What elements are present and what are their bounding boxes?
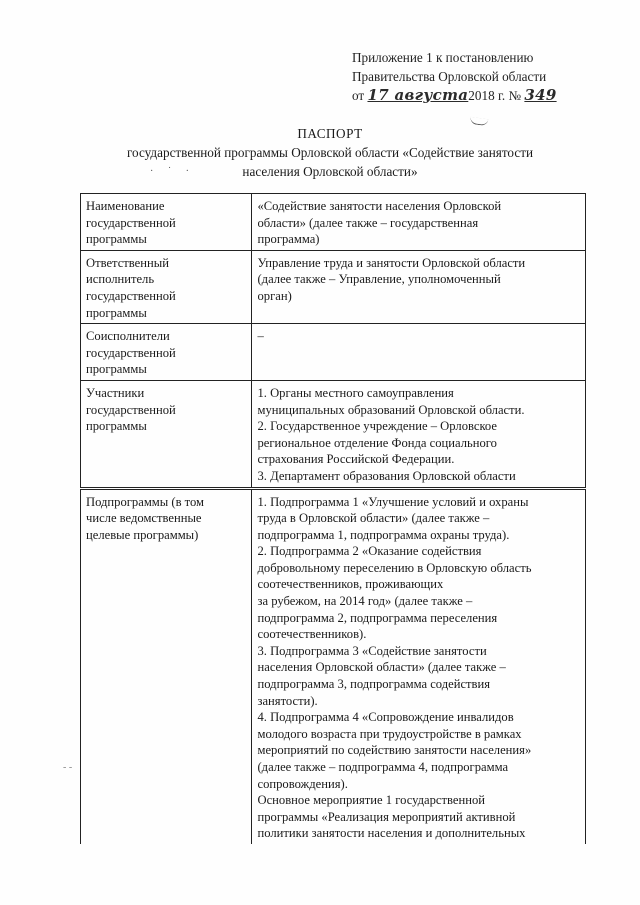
table-row (81, 380, 586, 488)
scan-specks: · ˙ · (150, 166, 195, 177)
approval-year: 2018 г. № (468, 88, 522, 103)
scan-margin-mark: - - (63, 762, 73, 773)
approval-line-2: Правительства Орловской области (352, 69, 547, 84)
row-label: Подпрограммы (в том числе ведомственные целевые программы) (81, 488, 252, 844)
row-value: – (252, 324, 586, 381)
table-row (81, 194, 586, 251)
row-value: Управление труда и занятости Орловской области (далее также – Управление, уполномоченный орган) (252, 250, 586, 323)
approval-prefix: от (352, 88, 365, 103)
document-subtitle-line-2: населения Орловской области» (242, 164, 418, 179)
document-subtitle-line-1: государственной программы Орловской области «Содействие занятости (126, 145, 534, 160)
table-row (81, 250, 586, 323)
table-row (81, 324, 586, 381)
table-row (81, 488, 586, 844)
row-label: Наименование государственной программы (81, 194, 252, 251)
document-heading: ПАСПОРТ (297, 126, 363, 141)
row-value: 1. Подпрограмма 1 «Улучшение условий и охраны труда в Орловской области» (далее также – подпрограмма 1, подпрограмма охраны труда). 2. Подпрограмма 2 «Оказание содействия добровольному переселению в Орловскую область соотечественников, проживающих за рубежом, на 2014 год» (далее также – подпрограмма 2, подпрограмма переселения соотечественников). 3. Подпрограмма 3 «Содействие занятости населения Орловской области» (далее также – подпрограмма 3, подпрограмма содействия занятости). 4. Подпрограмма 4 «Сопровождение инвалидов молодого возраста при трудоустройстве в рамках мероприятий по содействию занятости населения» (далее также – подпрограмма 4, подпрограмма сопровождения). Основное мероприятие 1 государственной программы «Реализация мероприятий активной политики занятости населения и дополнительных (252, 488, 586, 844)
row-value: «Содействие занятости населения Орловской области» (далее также – государственная программа) (252, 194, 586, 251)
handwritten-date: 17 августа (367, 86, 469, 104)
passport-table (80, 193, 586, 844)
row-label: Участники государственной программы (81, 380, 252, 488)
row-label: Ответственный исполнитель государственной программы (81, 250, 252, 323)
approval-date-line (352, 86, 602, 105)
row-label: Соисполнители государственной программы (81, 324, 252, 381)
row-value: 1. Органы местного самоуправления муниципальных образований Орловской области. 2. Государственное учреждение – Орловское региональное отделение Фонда социального страхования Российской Федерации. 3. Департамент образования Орловской области (252, 380, 586, 488)
handwritten-number: 349 (524, 86, 557, 104)
approval-line-1: Приложение 1 к постановлению (352, 50, 534, 65)
approval-block (352, 48, 602, 105)
